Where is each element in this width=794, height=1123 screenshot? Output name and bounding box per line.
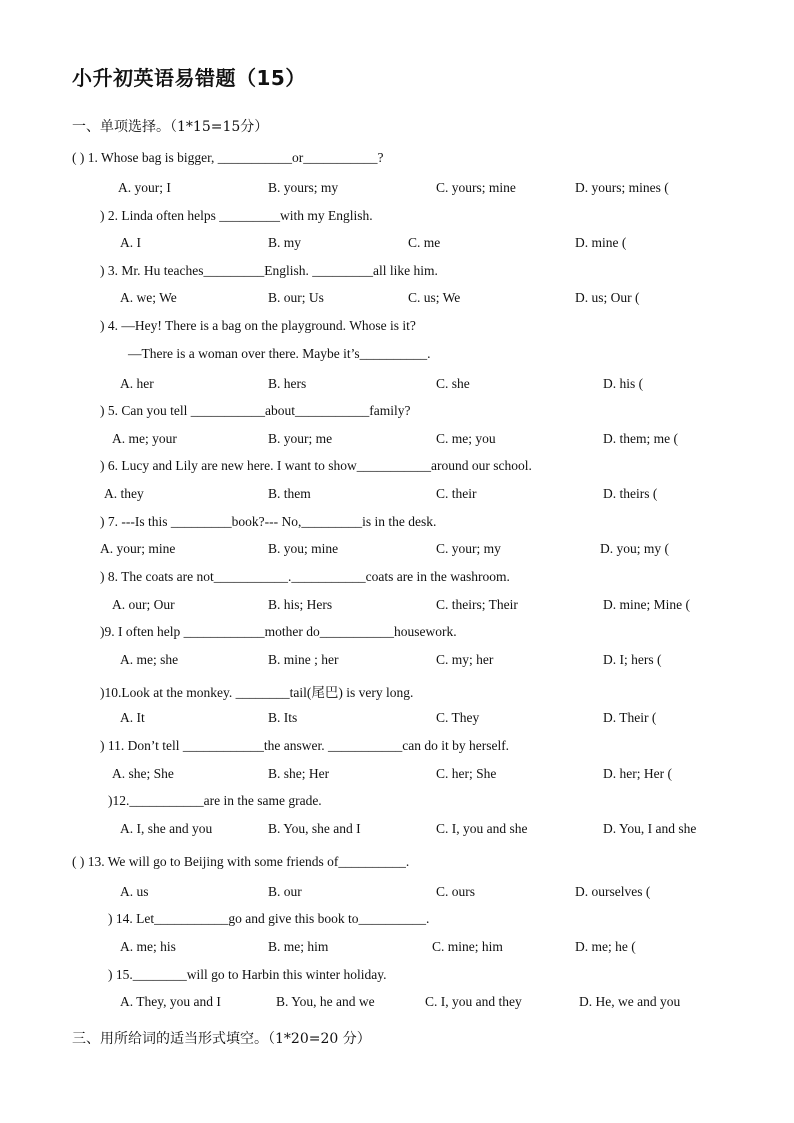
q1-option-d: D. yours; mines ( — [575, 180, 669, 195]
q15-option-d: D. He, we and you — [579, 994, 681, 1009]
q14-option-c: C. mine; him — [432, 939, 503, 954]
q13-option-c: C. ours — [436, 884, 476, 899]
q2-option-b: B. my — [268, 235, 302, 250]
q3-option-b: B. our; Us — [268, 290, 324, 305]
q5-option-b: B. your; me — [268, 431, 333, 446]
q15-option-a: A. They, you and I — [120, 994, 221, 1009]
q10-option-c: C. They — [436, 710, 480, 725]
q6-option-a: A. they — [104, 486, 144, 501]
q6-option-d: D. theirs ( — [603, 486, 658, 501]
q2-option-a: A. I — [120, 235, 141, 250]
q13-option-a: A. us — [120, 884, 149, 899]
q11-option-d: D. her; Her ( — [603, 766, 672, 781]
question-6: ) 6. Lucy and Lily are new here. I want to show___________around our school. — [100, 458, 532, 473]
q14-option-b: B. me; him — [268, 939, 329, 954]
q7-option-b: B. you; mine — [268, 541, 339, 556]
q2-option-c: C. me — [408, 235, 441, 250]
q13-option-b: B. our — [268, 884, 302, 899]
question-4-line-2: —There is a woman over there. Maybe it’s__________. — [128, 346, 431, 361]
question-4: ) 4. —Hey! There is a bag on the playground. Whose is it? — [100, 318, 416, 333]
question-7: ) 7. ---Is this _________book?--- No,_________is in the desk. — [100, 514, 437, 529]
q5-option-d: D. them; me ( — [603, 431, 678, 446]
question-5: ) 5. Can you tell ___________about___________family? — [100, 403, 411, 418]
q11-option-b: B. she; Her — [268, 766, 330, 781]
q9-option-d: D. I; hers ( — [603, 652, 662, 667]
q15-option-b: B. You, he and we — [276, 994, 375, 1009]
q14-option-d: D. me; he ( — [575, 939, 636, 954]
question-10: )10.Look at the monkey. ________tail(尾巴) is very long. — [100, 685, 414, 700]
question-9: )9. I often help ____________mother do___________housework. — [100, 624, 457, 639]
q4-option-a: A. her — [120, 376, 154, 391]
question-13: ( ) 13. We will go to Beijing with some friends of__________. — [72, 854, 410, 869]
q13-option-d: D. ourselves ( — [575, 884, 651, 899]
q6-option-c: C. their — [436, 486, 477, 501]
q2-option-d: D. mine ( — [575, 235, 627, 250]
question-1: ( ) 1. Whose bag is bigger, ___________or___________? — [72, 150, 384, 165]
q10-option-d: D. Their ( — [603, 710, 657, 725]
q10-option-b: B. Its — [268, 710, 298, 725]
q8-option-d: D. mine; Mine ( — [603, 597, 690, 612]
q11-option-c: C. her; She — [436, 766, 497, 781]
question-2: ) 2. Linda often helps _________with my English. — [100, 208, 373, 223]
q12-option-d: D. You, I and she — [603, 821, 697, 836]
q8-option-c: C. theirs; Their — [436, 597, 518, 612]
q4-option-c: C. she — [436, 376, 470, 391]
q7-option-a: A. your; mine — [100, 541, 176, 556]
q3-option-d: D. us; Our ( — [575, 290, 640, 305]
q7-option-d: D. you; my ( — [600, 541, 669, 556]
q9-option-a: A. me; she — [120, 652, 179, 667]
section-heading-1: 一、单项选择。（1*15=15分） — [72, 119, 269, 135]
q9-option-b: B. mine ; her — [268, 652, 339, 667]
q14-option-a: A. me; his — [120, 939, 176, 954]
q11-option-a: A. she; She — [112, 766, 174, 781]
q5-option-c: C. me; you — [436, 431, 496, 446]
q6-option-b: B. them — [268, 486, 311, 501]
q3-option-c: C. us; We — [408, 290, 461, 305]
q15-option-c: C. I, you and they — [425, 994, 522, 1009]
q8-option-a: A. our; Our — [112, 597, 175, 612]
q4-option-d: D. his ( — [603, 376, 644, 391]
q4-option-b: B. hers — [268, 376, 307, 391]
q12-option-a: A. I, she and you — [120, 821, 213, 836]
q7-option-c: C. your; my — [436, 541, 501, 556]
question-8: ) 8. The coats are not___________.___________coats are in the washroom. — [100, 569, 510, 584]
question-3: ) 3. Mr. Hu teaches_________English. _________all like him. — [100, 263, 438, 278]
q1-option-a: A. your; I — [118, 180, 171, 195]
question-14: ) 14. Let___________go and give this book to__________. — [108, 911, 430, 926]
q12-option-b: B. You, she and I — [268, 821, 361, 836]
question-15: ) 15.________will go to Harbin this winter holiday. — [108, 967, 387, 982]
q9-option-c: C. my; her — [436, 652, 494, 667]
question-12: )12.___________are in the same grade. — [108, 793, 322, 808]
q1-option-b: B. yours; my — [268, 180, 339, 195]
q5-option-a: A. me; your — [112, 431, 177, 446]
q3-option-a: A. we; We — [120, 290, 177, 305]
page-title: 小升初英语易错题（15） — [72, 66, 306, 90]
q10-option-a: A. It — [120, 710, 145, 725]
q8-option-b: B. his; Hers — [268, 597, 333, 612]
question-11: ) 11. Don’t tell ____________the answer. ___________can do it by herself. — [100, 738, 510, 753]
q12-option-c: C. I, you and she — [436, 821, 528, 836]
section-heading-3: 三、用所给词的适当形式填空。（1*20=20 分） — [72, 1031, 371, 1047]
q1-option-c: C. yours; mine — [436, 180, 516, 195]
